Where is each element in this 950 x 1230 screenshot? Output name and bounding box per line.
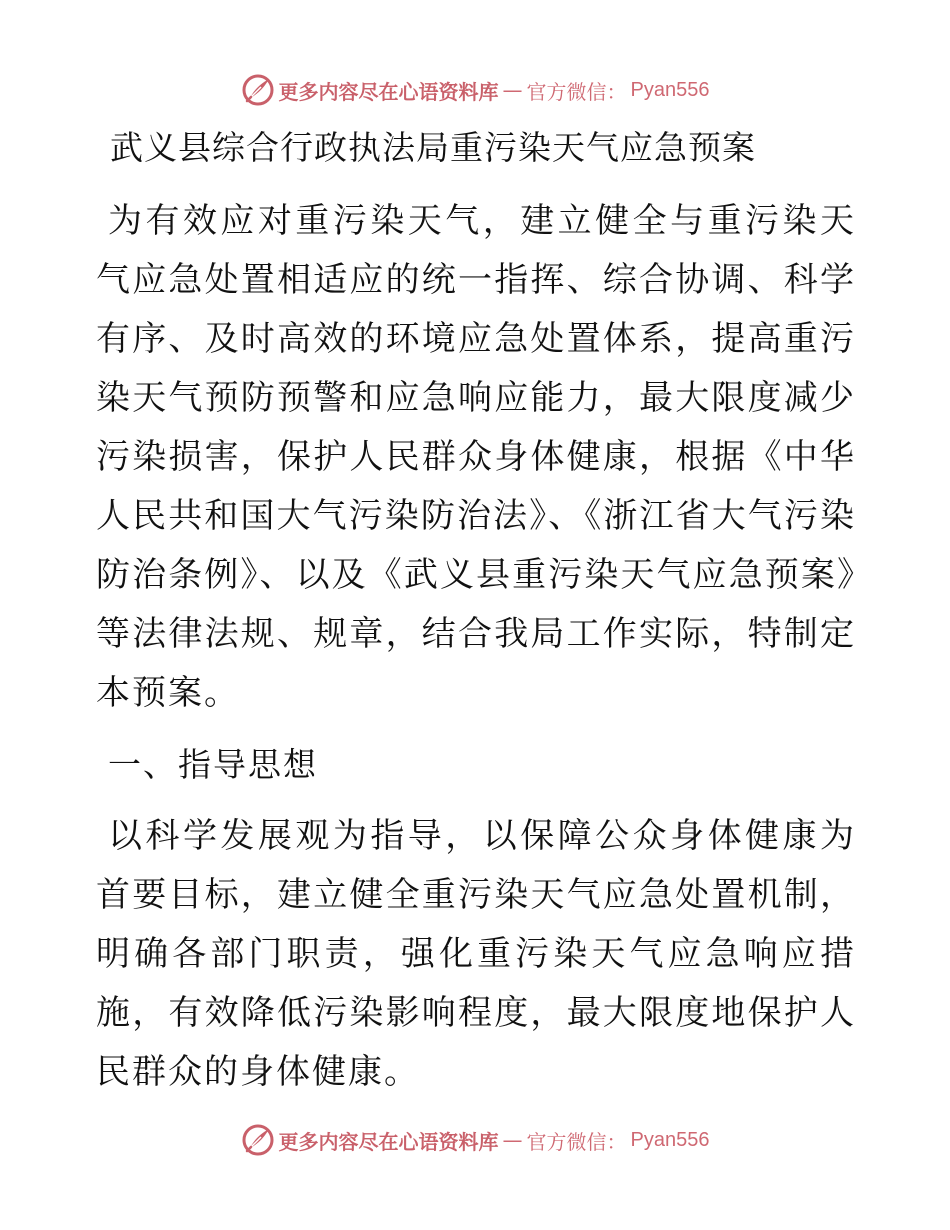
watermark-separator: — [502, 78, 523, 102]
document-body [96, 120, 856, 1102]
watermark-sub-text: 官方微信： [526, 79, 627, 104]
feather-pen-logo-icon [241, 1123, 275, 1157]
section-heading-guiding-ideology: 一、指导思想 [108, 745, 318, 784]
feather-pen-logo-icon [241, 73, 275, 107]
watermark-wechat-id: Pyan556 [630, 1128, 710, 1151]
section-paragraph-guiding-ideology: 以科学发展观为指导，以保障公众身体健康为首要目标，建立健全重污染天气应急处置机制，明确各部门职责，强化重污染天气应急响应措施，有效降低污染影响程度，最大限度地保护人民群众的身体健康。 [96, 816, 856, 1092]
watermark-separator: — [502, 1128, 523, 1152]
document-title: 武义县综合行政执法局重污染天气应急预案 [110, 128, 756, 167]
watermark-main-text: 更多内容尽在心语资料库 [278, 79, 499, 104]
watermark-main-text: 更多内容尽在心语资料库 [278, 1129, 499, 1154]
intro-paragraph: 为有效应对重污染天气，建立健全与重污染天气应急处置相适应的统一指挥、综合协调、科学有序、及时高效的环境应急处置体系，提高重污染天气预防预警和应急响应能力，最大限度减少污染损害，保护人民群众身体健康，根据《中华人民共和国大气污染防治法》、《浙江省大气污染防治条例》、以及《武义县重污染天气应急预案》等法律法规、规章，结合我局工作实际，特制定本预案。 [96, 201, 856, 713]
footer-watermark-banner [0, 1120, 950, 1160]
watermark-sub-text: 官方微信： [526, 1129, 627, 1154]
watermark-wechat-id: Pyan556 [630, 78, 710, 101]
header-watermark-banner [0, 70, 950, 110]
